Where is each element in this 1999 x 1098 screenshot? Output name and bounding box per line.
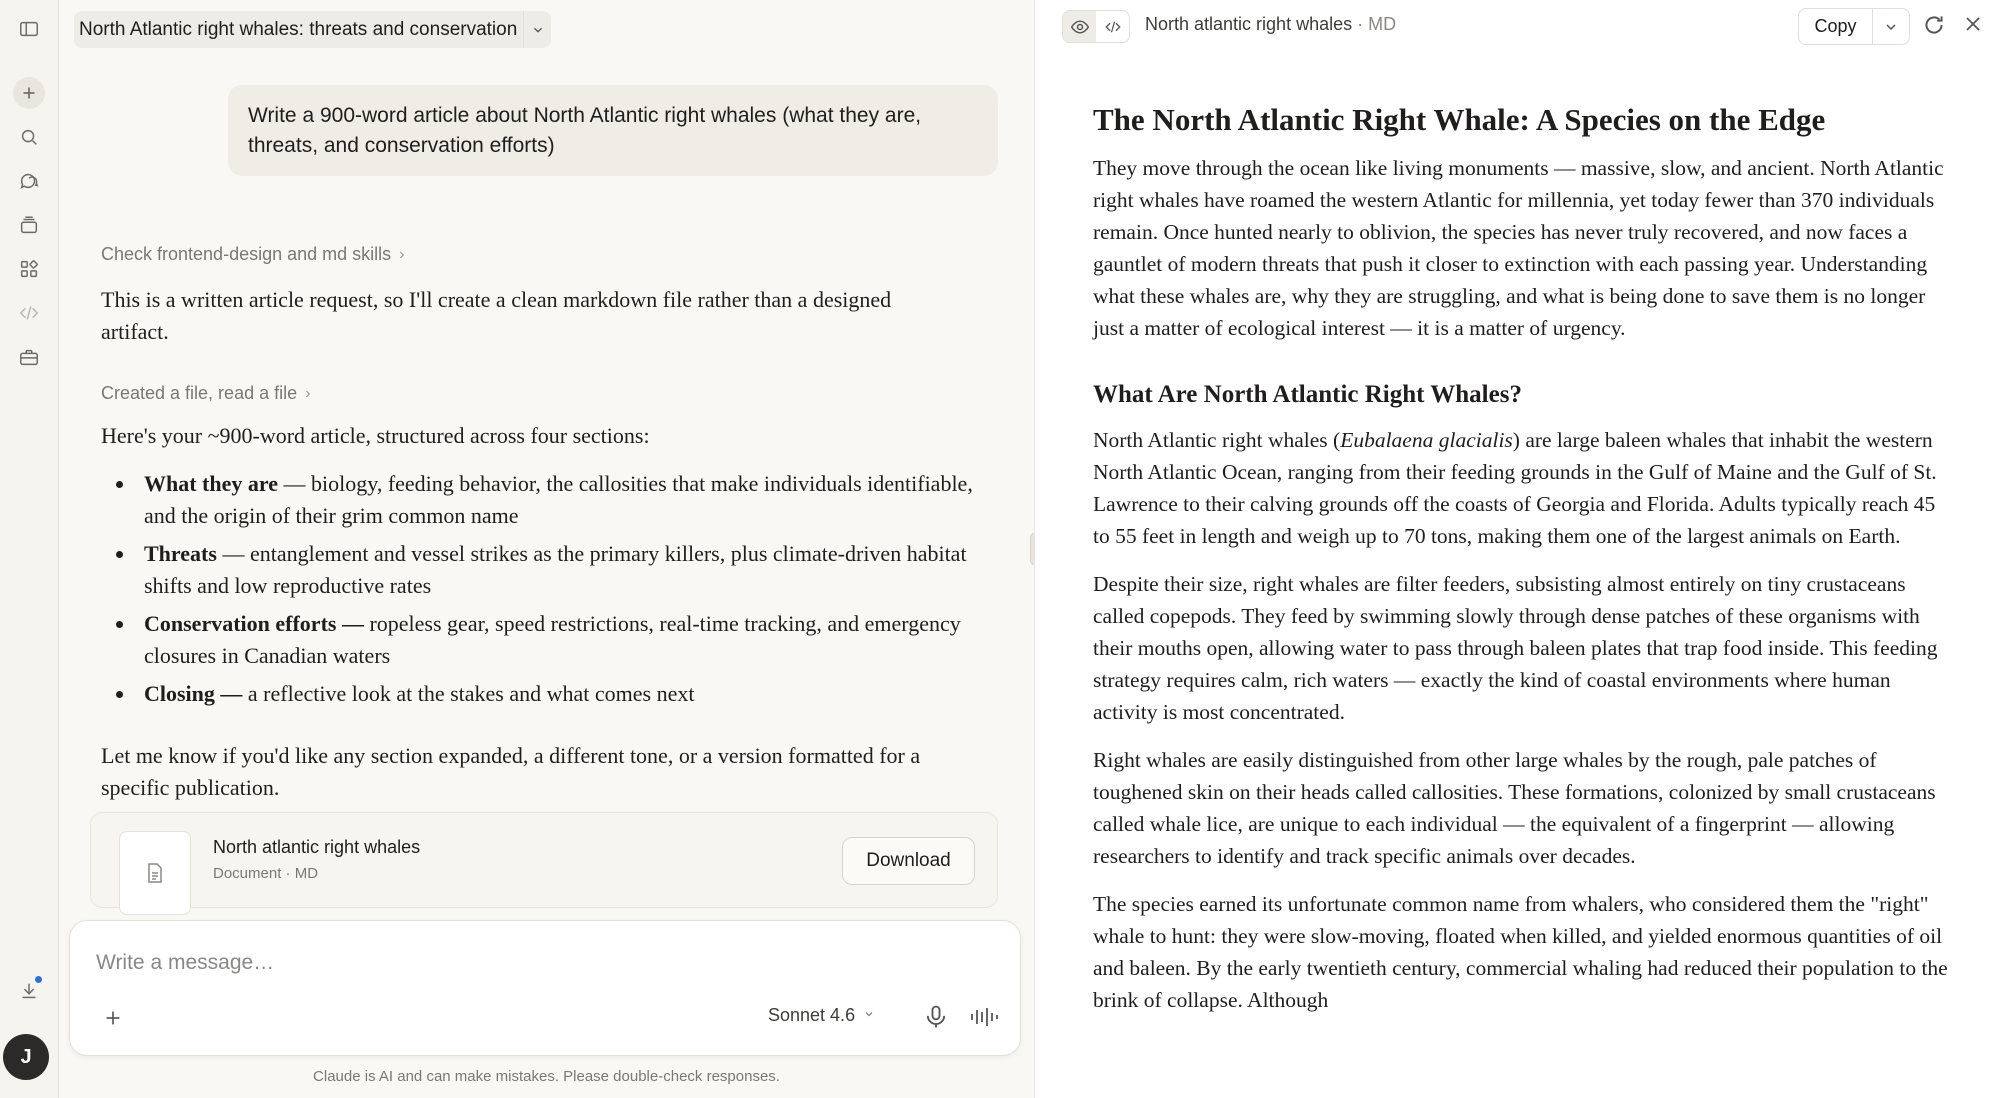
download-app-icon[interactable] — [10, 972, 48, 1010]
user-message: Write a 900-word article about North Atlantic right whales (what they are, threats, and conservation efforts) — [228, 85, 998, 176]
code-view-icon[interactable] — [1096, 11, 1129, 42]
list-item-text: ropeless gear, speed restrictions, real-time tracking, and emergency closures in Canadian waters — [144, 611, 961, 668]
document-title: North atlantic right whales · MD — [1145, 14, 1397, 34]
closing-text: Let me know if you'd like any section expanded, a different tone, or a version formatted for a specific publication. — [101, 743, 921, 800]
chevron-down-icon[interactable] — [523, 11, 551, 48]
document-paragraph: Despite their size, right whales are filter feeders, subsisting almost entirely on tiny crustaceans called copepods. They feed by swimming slowly through dense patches of these organisms with their mouths open, allowing water to pass through baleen plates that trap food inside. This feeding strategy requires calm, rich waters — exactly the kind of coastal environments where human activity is most concentrated. — [1093, 572, 1938, 724]
document-paragraph — [1093, 424, 1953, 552]
list-item-title: Closing — — [144, 681, 243, 706]
sidebar-toggle-icon[interactable] — [10, 10, 48, 48]
list-item — [101, 608, 981, 672]
list-item-title: Conservation efforts — — [144, 611, 364, 636]
avatar[interactable]: J — [3, 1034, 49, 1080]
file-meta: Document · MD — [213, 865, 319, 882]
file-name: North atlantic right whales — [213, 837, 421, 857]
left-rail — [0, 0, 59, 1098]
document-paragraph: Right whales are easily distinguished from other large whales by the rough, pale patches of toughened skin on their heads called callosities. These formations, colonized by small crustaceans called whale lice, are unique to each individual — the equivalent of a fingerprint — allowing researchers to identify and track specific animals over decades. — [1093, 748, 1936, 868]
toolbox-icon[interactable] — [10, 338, 48, 376]
species-name: Eubalaena glacialis — [1340, 428, 1513, 452]
message-composer — [69, 920, 1021, 1056]
document-toolbar — [1035, 0, 1999, 52]
copy-button[interactable]: Copy — [1799, 9, 1873, 44]
code-icon[interactable] — [10, 294, 48, 332]
step-created-file[interactable] — [101, 383, 310, 404]
document-icon — [119, 831, 191, 915]
new-chat-plus-icon[interactable] — [13, 77, 45, 109]
document-pane — [1034, 0, 1999, 1098]
paragraph-text: ) are large baleen whales that inhabit the western North Atlantic Ocean, ranging from their feeding grounds in the Gulf of Maine and the Gulf of St. Lawrence to their calving grounds off the coasts of Georgia and Florida. Adults typically reach 45 to 55 feet in length and weigh up to 70 tons, making them one of the largest animals on Earth. — [1093, 428, 1937, 548]
disclaimer: Claude is AI and can make mistakes. Please double-check responses. — [313, 1068, 780, 1085]
file-card[interactable] — [90, 812, 998, 908]
chats-icon[interactable] — [10, 162, 48, 200]
document-paragraph: The species earned its unfortunate common name from whalers, who considered them the "right" whale to hunt: they were slow-moving, floated when killed, and yielded enormous quantities of oil and baleen. By the early twentieth century, commercial whaling had reduced their population to the brink of collapse. Although — [1093, 892, 1948, 1012]
model-selector[interactable] — [768, 1005, 875, 1026]
step-check-skills[interactable] — [101, 244, 404, 265]
conversation-title-button[interactable] — [74, 11, 551, 48]
conversation-title: North Atlantic right whales: threats and conservation — [79, 18, 518, 40]
summary-lead: Here's your ~900-word article, structured across four sections: — [101, 423, 650, 448]
paragraph-text: North Atlantic right whales ( — [1093, 428, 1341, 452]
search-icon[interactable] — [10, 118, 48, 156]
close-icon[interactable] — [1961, 12, 1989, 40]
step-label: Created a file, read a file — [101, 383, 298, 403]
document-content — [1093, 100, 1953, 1032]
list-item — [101, 678, 981, 710]
voice-mode-icon[interactable] — [968, 1003, 1002, 1033]
list-item-text: — entanglement and vessel strikes as the primary killers, plus climate-driven habitat shifts and low reproductive rates — [144, 541, 967, 598]
message-input[interactable] — [96, 951, 796, 975]
copy-group — [1798, 8, 1910, 45]
refresh-icon[interactable] — [1921, 12, 1949, 40]
step-label: Check frontend-design and md skills — [101, 244, 392, 264]
chevron-down-icon — [863, 1008, 875, 1023]
download-button[interactable]: Download — [842, 837, 975, 885]
list-item-text: — biology, feeding behavior, the callosities that make individuals identifiable, and the origin of their grim common name — [144, 471, 973, 528]
microphone-icon[interactable] — [922, 1003, 952, 1033]
chat-pane — [60, 0, 1033, 1098]
chevron-right-icon: › — [305, 384, 311, 402]
notification-dot — [33, 974, 44, 985]
list-item — [101, 538, 981, 602]
list-item — [101, 468, 981, 532]
document-ext: MD — [1368, 14, 1397, 34]
list-item-title: What they are — [144, 471, 279, 496]
projects-icon[interactable] — [10, 206, 48, 244]
document-name: North atlantic right whales — [1145, 14, 1353, 34]
attach-plus-icon[interactable] — [98, 1003, 128, 1033]
reply-intro: This is a written article request, so I'll create a clean markdown file rather than a designed artifact. — [101, 287, 892, 344]
document-paragraph: They move through the ocean like living monuments — massive, slow, and ancient. North Atlantic right whales have roamed the western Atlantic for millennia, yet today fewer than 370 individuals remain. Once hunted nearly to oblivion, the species has never truly recovered, and now faces a gauntlet of modern threats that push it closer to extinction with each passing year. Understanding what these whales are, why they are struggling, and what is being done to save them is no longer just a matter of ecological interest — it is a matter of urgency. — [1093, 156, 1944, 340]
view-toggle — [1062, 10, 1130, 43]
chevron-right-icon: › — [399, 245, 405, 263]
document-heading: The North Atlantic Right Whale: A Species on the Edge — [1093, 102, 1826, 137]
model-name: Sonnet 4.6 — [768, 1005, 856, 1025]
section-list — [101, 468, 981, 716]
chevron-down-icon[interactable] — [1873, 9, 1909, 44]
document-subheading: What Are North Atlantic Right Whales? — [1093, 381, 1522, 408]
list-item-title: Threats — [144, 541, 217, 566]
artifacts-icon[interactable] — [10, 250, 48, 288]
list-item-text: a reflective look at the stakes and what comes next — [242, 681, 695, 706]
preview-eye-icon[interactable] — [1063, 11, 1096, 42]
